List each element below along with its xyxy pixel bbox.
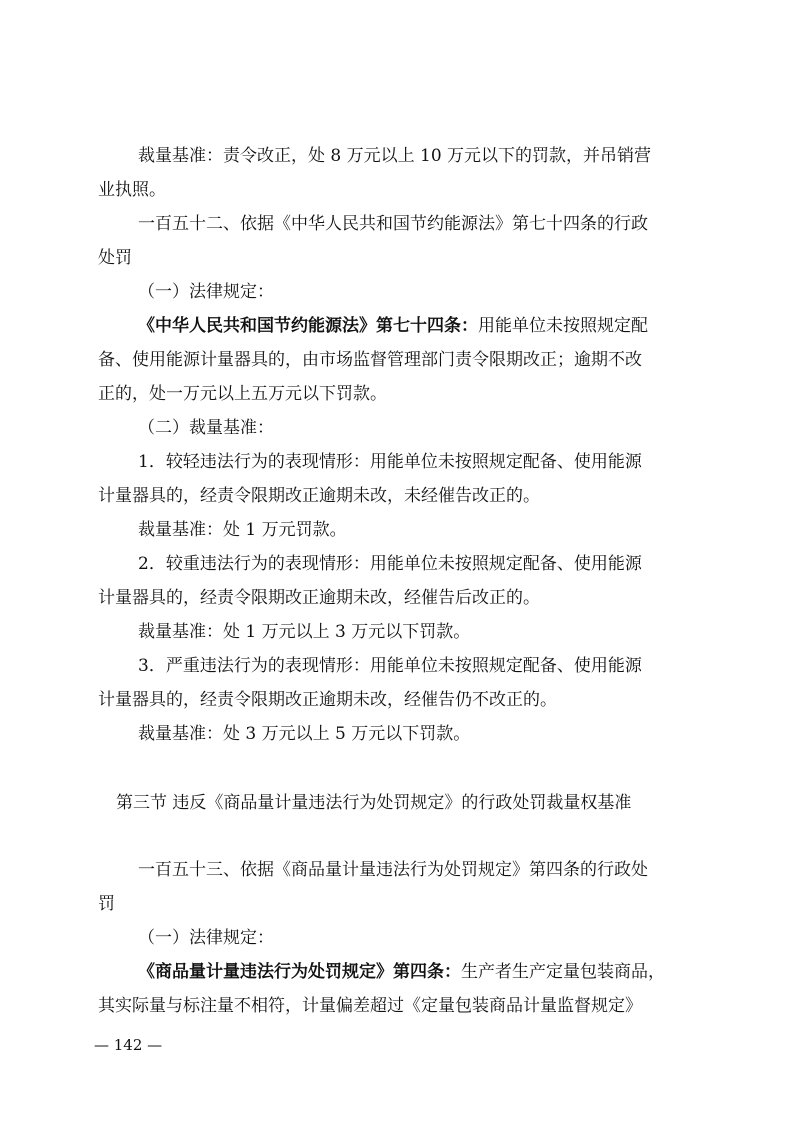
text-line [138, 721, 470, 747]
text-run: 一百五十二、依据《中华人民共和国节约能源法》第七十四条的行政 [138, 214, 648, 234]
text-run: 正的，处一万元以上五万元以下罚款。 [98, 384, 387, 404]
text-line [98, 245, 132, 271]
text-line [116, 790, 631, 816]
text-run: 用能单位未按照规定配 [478, 316, 648, 336]
text-run: 其实际量与标注量不相符，计量偏差超过《定量包装商品计量监督规定》 [98, 996, 642, 1016]
text-run: 罚 [98, 894, 115, 914]
text-run: 1．较轻违法行为的表现情形：用能单位未按照规定配备、使用能源 [138, 452, 642, 472]
text-run: 一百五十三、依据《商品量计量违法行为处罚规定》第四条的行政处 [138, 860, 648, 880]
text-run: （一）法律规定： [138, 282, 274, 302]
text-run: 裁量基准：责令改正，处 8 万元以上 10 万元以下的罚款，并吊销营 [138, 146, 652, 166]
text-line [98, 483, 540, 509]
text-run: 3．严重违法行为的表现情形：用能单位未按照规定配备、使用能源 [138, 656, 642, 676]
text-line [138, 959, 665, 985]
text-run: 生产者生产定量包装商品， [461, 962, 665, 982]
text-run: （一）法律规定： [138, 928, 274, 948]
text-run: 2．较重违法行为的表现情形：用能单位未按照规定配备、使用能源 [138, 554, 642, 574]
text-run: 裁量基准：处 1 万元罚款。 [138, 520, 347, 540]
text-line [138, 653, 642, 679]
text-line [98, 347, 642, 373]
text-run: 处罚 [98, 248, 132, 268]
text-line [98, 891, 115, 917]
text-line [98, 585, 540, 611]
text-line [138, 415, 274, 441]
text-line [138, 449, 642, 475]
text-run: 裁量基准：处 3 万元以上 5 万元以下罚款。 [138, 724, 471, 744]
text-line [138, 551, 642, 577]
text-line [98, 381, 387, 407]
text-line [138, 517, 347, 543]
text-run: 裁量基准：处 1 万元以上 3 万元以下罚款。 [138, 622, 471, 642]
text-line [138, 143, 651, 169]
text-line [138, 279, 274, 305]
text-run: 计量器具的，经责令限期改正逾期未改，经催告后改正的。 [98, 588, 540, 608]
text-run: 备、使用能源计量器具的，由市场监督管理部门责令限期改正；逾期不改 [98, 350, 642, 370]
text-run: 计量器具的，经责令限期改正逾期未改，经催告仍不改正的。 [98, 690, 557, 710]
text-run: 业执照。 [98, 180, 166, 200]
text-line [98, 177, 166, 203]
text-line [138, 925, 274, 951]
text-line [138, 857, 648, 883]
page-number: — 142 — [94, 1036, 163, 1054]
text-line [138, 313, 648, 339]
text-run: （二）裁量基准： [138, 418, 274, 438]
text-line [138, 619, 470, 645]
text-line [138, 211, 648, 237]
text-run: 第三节 违反《商品量计量违法行为处罚规定》的行政处罚裁量权基准 [116, 793, 632, 813]
text-run: 计量器具的，经责令限期改正逾期未改，未经催告改正的。 [98, 486, 540, 506]
text-line [98, 993, 642, 1019]
bold-heading-run: 《商品量计量违法行为处罚规定》第四条： [138, 962, 461, 982]
text-line [98, 687, 557, 713]
bold-heading-run: 《中华人民共和国节约能源法》第七十四条： [138, 316, 478, 336]
